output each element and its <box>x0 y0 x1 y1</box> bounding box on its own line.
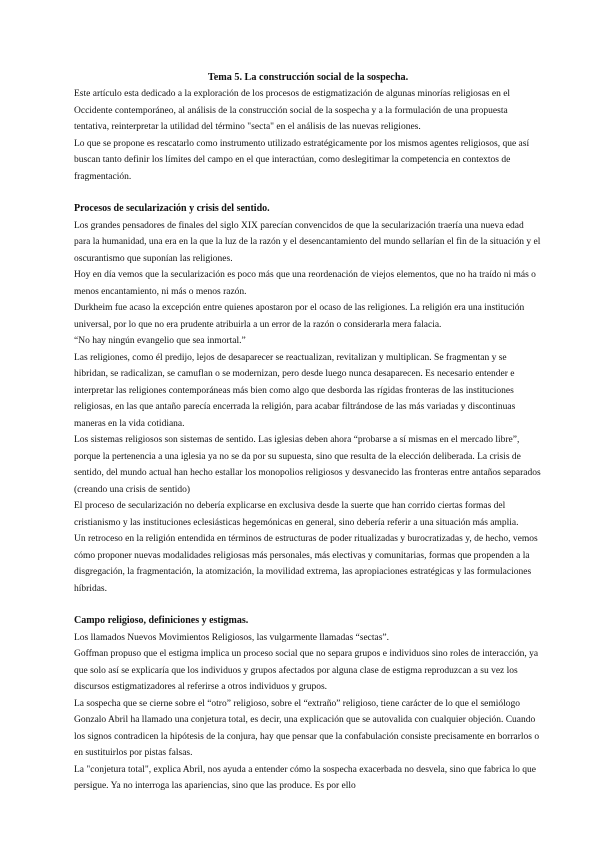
intro-paragraph-2: Lo que se propone es rescatarlo como instrumento utilizado estratégicamente por los mismos agentes religiosos, que así buscan tanto definir los límites del campo en el que interactúan, como deslegitimar la competencia en contextos de fragmentación. <box>74 138 530 182</box>
section1-paragraph-7: El proceso de secularización no debería explicarse en exclusiva desde la suerte que han corrido ciertas formas del cristianismo y las instituciones eclesiásticas hegemónicas en general, sino debería referir a una situación más amplia. <box>74 501 519 528</box>
section1-paragraph-8: Un retroceso en la religión entendida en términos de estructuras de poder ritualizadas y burocratizadas y, de hecho, vemos cómo proponer nuevas modalidades religiosas más personales, más electivas y comunitarias, formas que propenden a la disgregación, la fragmentación, la atomización, la movilidad extrema, las apropiaciones estratégicas y las formulaciones híbridas. <box>74 534 538 594</box>
section-heading-secularization: Procesos de secularización y crisis del sentido. <box>74 203 270 214</box>
section1-paragraph-3: Durkheim fue acaso la excepción entre quienes apostaron por el ocaso de las religiones. La religión era una institución universal, por lo que no era prudente atribuirla a un error de la razón o considerarla mera falacia. <box>74 303 525 330</box>
spacer <box>74 185 542 201</box>
section2-paragraph-4: La "conjetura total", explica Abril, nos ayuda a entender cómo la sospecha exacerbada no desvela, sino que fabrica lo que persigue. Ya no interroga las apariencias, sino que las produce. Es por ello <box>74 764 536 791</box>
section1-paragraph-2: Hoy en día vemos que la secularización es poco más que una reordenación de viejos elementos, que no ha traído ni más o menos encantamiento, ni más o menos razón. <box>74 270 536 297</box>
section-heading-religious-field: Campo religioso, definiciones y estigmas. <box>74 615 249 626</box>
section1-paragraph-6: Los sistemas religiosos son sistemas de sentido. Las iglesias deben ahora “probarse a sí mismas en el mercado libre”, porque la pertenencia a una iglesia ya no se da por su supuesta, sino que resulta de la elección deliberada. La crisis de sentido, del mundo actual han hecho estallar los monopolios religiosos y desvanecido las fronteras entre antaños separados (creando una crisis de sentido) <box>74 435 541 495</box>
spacer <box>74 597 542 613</box>
section2-paragraph-1: Los llamados Nuevos Movimientos Religiosos, las vulgarmente llamadas “sectas”. <box>74 632 390 643</box>
section2-paragraph-2: Goffman propuso que el estigma implica un proceso social que no separa grupos e individuos sino roles de interacción, ya que solo así se explicaría que los individuos y grupos afectados por alguna clase de estigma reproduzcan a su vez los discursos estigmatizadores al referirse a otros individuos y grupos. <box>74 649 539 692</box>
document-title: Tema 5. La construcción social de la sospecha. <box>207 72 409 83</box>
section1-paragraph-1: Los grandes pensadores de finales del siglo XIX parecían convencidos de que la secularización traería una nueva edad para la humanidad, una era en la que la luz de la razón y el desencantamiento del mundo sellarían el fin de la situación y el oscurantismo que suponían las religiones. <box>74 220 541 264</box>
section1-paragraph-5: Las religiones, como él predijo, lejos de desaparecer se reactualizan, revitalizan y multiplican. Se fragmentan y se hibridan, se radicalizan, se camuflan o se modernizan, pero desde luego nunca desaparecen. Es necesario entender e interpretar las religiones contemporáneas más bien como algo que desborda las rígidas fronteras de las instituciones religiosas, en las que antaño parecía encerrada la religión, para acabar filtrándose de las más variadas y discontinuas maneras en la vida cotidiana. <box>74 352 516 429</box>
section1-quote: “No hay ningún evangelio que sea inmortal.” <box>74 336 246 346</box>
section2-paragraph-3: La sospecha que se cierne sobre el “otro” religioso, sobre el “extraño” religioso, tiene carácter de lo que el semiólogo Gonzalo Abril ha llamado una conjetura total, es decir, una explicación que se autovalida con cualquier objeción. Cuando los signos contradicen la hipótesis de la conjura, hay que pensar que la confabulación consiste precisamente en borrarlos o en sustituirlos por pistas falsas. <box>74 698 540 758</box>
intro-paragraph-1: Este artículo esta dedicado a la exploración de los procesos de estigmatización de algunas minorías religiosas en el Occidente contemporáneo, al análisis de la construcción social de la sospecha y a la formulación de una propuesta tentativa, reinterpretar la utilidad del término "secta" en el análisis de las nuevas religiones. <box>74 89 511 132</box>
